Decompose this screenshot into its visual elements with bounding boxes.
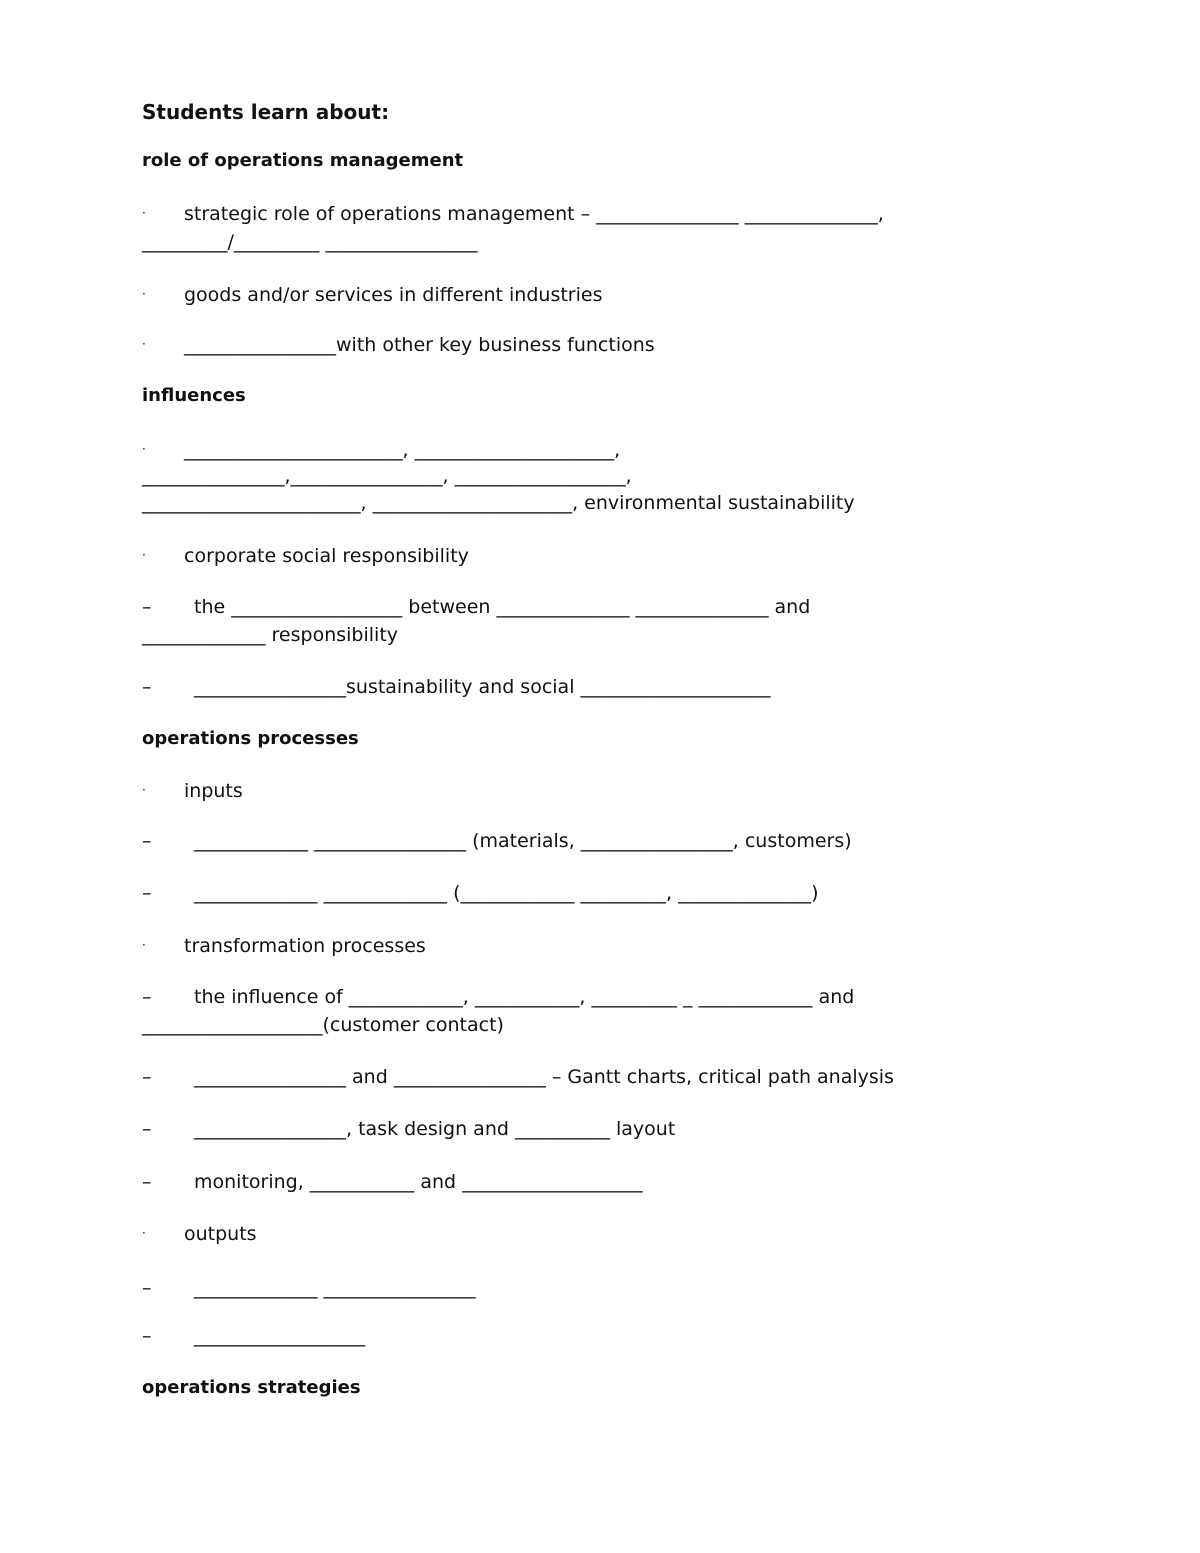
list-item-text: outputs [184, 1223, 257, 1245]
bullet-dash: – [142, 1066, 152, 1088]
list-item [142, 541, 469, 570]
sub-list-item-text: _____________ ________________ [194, 1277, 476, 1299]
bullet-dash: – [142, 830, 152, 852]
bullet-dot: · [142, 1226, 146, 1240]
bullet-dot: · [142, 442, 146, 456]
sub-list-item [142, 983, 854, 1011]
bullet-dot: · [142, 287, 146, 301]
sub-list-item [142, 673, 771, 701]
sub-list-item-text: ________________, task design and __________ layout [194, 1118, 676, 1140]
section-heading-strategies: operations strategies [142, 1377, 361, 1398]
list-item [142, 435, 620, 464]
sub-list-item [142, 879, 819, 907]
sub-list-item-text: ____________ ________________ (materials, ________________, customers) [194, 830, 852, 852]
sub-list-item [142, 1115, 675, 1143]
sub-list-item [142, 1168, 643, 1196]
sub-list-item [142, 593, 810, 621]
bullet-dot: · [142, 206, 146, 220]
list-item [142, 280, 602, 309]
section-heading-role: role of operations management [142, 150, 464, 171]
list-item-text: transformation processes [184, 935, 426, 957]
bullet-dash: – [142, 1277, 152, 1299]
sub-list-item-continuation: ___________________(customer contact) [142, 1014, 504, 1036]
sub-list-item [142, 1063, 894, 1091]
list-item-text: ________________with other key business functions [184, 334, 655, 356]
sub-list-item-text: __________________ [194, 1325, 365, 1347]
list-item-text: goods and/or services in different industries [184, 284, 603, 306]
sub-list-item-text: monitoring, ___________ and ___________________ [194, 1171, 643, 1193]
bullet-dash: – [142, 1171, 152, 1193]
list-item [142, 1219, 257, 1248]
list-item [142, 199, 884, 228]
section-heading-processes: operations processes [142, 728, 359, 749]
list-item-text: inputs [184, 780, 243, 802]
list-item [142, 776, 243, 805]
sub-list-item-text: _____________ _____________ (____________ _________, ______________) [194, 882, 819, 904]
sub-list-item-continuation: _____________ responsibility [142, 624, 399, 646]
bullet-dash: – [142, 986, 152, 1008]
list-item-continuation: _________/_________ ________________ [142, 231, 478, 253]
bullet-dash: – [142, 596, 152, 618]
list-item-text: corporate social responsibility [184, 545, 469, 567]
sub-list-item [142, 1274, 476, 1302]
bullet-dash: – [142, 882, 152, 904]
bullet-dot: · [142, 337, 146, 351]
bullet-dot: · [142, 548, 146, 562]
bullet-dash: – [142, 1118, 152, 1140]
list-item-text: _______________________, _____________________, [184, 439, 621, 461]
bullet-dot: · [142, 783, 146, 797]
sub-list-item [142, 827, 852, 855]
list-item-continuation: _______________,________________, __________________, [142, 465, 632, 487]
bullet-dot: · [142, 938, 146, 952]
bullet-dash: – [142, 1325, 152, 1347]
list-item-text: strategic role of operations management – _______________ ______________, [184, 203, 884, 225]
sub-list-item [142, 1322, 365, 1350]
list-item [142, 330, 655, 359]
section-heading-influences: influences [142, 385, 246, 406]
list-item [142, 931, 426, 960]
sub-list-item-text: ________________ and ________________ – Gantt charts, critical path analysis [194, 1066, 894, 1088]
sub-list-item-text: ________________sustainability and social ____________________ [194, 676, 771, 698]
sub-list-item-text: the __________________ between ______________ ______________ and [194, 596, 811, 618]
bullet-dash: – [142, 676, 152, 698]
page-title: Students learn about: [142, 100, 390, 124]
list-item-continuation: _______________________, _____________________, environmental sustainability [142, 492, 855, 514]
sub-list-item-text: the influence of ____________, ___________, _________ _ ____________ and [194, 986, 855, 1008]
